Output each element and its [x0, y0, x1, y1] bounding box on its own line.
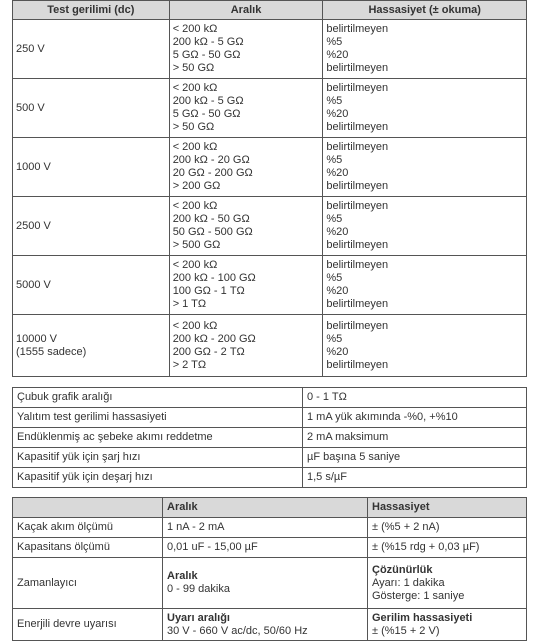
- accuracy-cell: [323, 256, 527, 315]
- range-value: 200 kΩ - 5 GΩ: [172, 36, 244, 48]
- row-range: 0,01 uF - 15,00 µF: [163, 538, 368, 558]
- accuracy-value: belirtilmeyen: [326, 82, 389, 94]
- timer-range-title: Aralık: [167, 570, 198, 582]
- range-cell: [169, 79, 323, 138]
- accuracy-value: %5: [326, 95, 343, 107]
- timer-resolution-cell: [368, 558, 527, 609]
- header-accuracy: Hassasiyet: [368, 498, 527, 518]
- voltage-cell: [13, 256, 170, 315]
- voltage-cell: [13, 138, 170, 197]
- range-value: < 200 kΩ: [172, 82, 218, 94]
- spec-label: Yalıtım test gerilimi hassasiyeti: [13, 408, 303, 428]
- range-value: 200 kΩ - 200 GΩ: [172, 332, 256, 345]
- accuracy-value: belirtilmeyen: [326, 23, 389, 35]
- test-voltage: 2500 V: [16, 219, 51, 232]
- accuracy-value: %5: [326, 332, 343, 345]
- range-value: < 200 kΩ: [172, 200, 218, 212]
- row-label: Kaçak akım ölçümü: [13, 518, 163, 538]
- range-value: 200 kΩ - 100 GΩ: [172, 272, 256, 284]
- table-row: [13, 448, 527, 468]
- timer-resolution-setting: Ayarı: 1 dakika: [372, 576, 445, 589]
- table-row: [13, 428, 527, 448]
- accuracy-value: %20: [326, 49, 349, 61]
- accuracy-value: belirtilmeyen: [326, 259, 389, 271]
- range-value: > 50 GΩ: [172, 62, 215, 74]
- header-range: Aralık: [169, 1, 323, 20]
- range-value: < 200 kΩ: [172, 259, 218, 271]
- header-range: Aralık: [163, 498, 368, 518]
- warning-accuracy-value: ± (%15 + 2 V): [372, 624, 440, 637]
- timer-range-value: 0 - 99 dakika: [167, 583, 230, 595]
- accuracy-value: %20: [326, 345, 349, 358]
- table-row: [13, 408, 527, 428]
- accuracy-value: %20: [326, 285, 349, 297]
- range-value: 100 GΩ - 1 TΩ: [172, 285, 245, 297]
- range-value: > 1 TΩ: [172, 298, 207, 310]
- table-row: [13, 518, 527, 538]
- test-voltage: 1000 V: [16, 160, 51, 173]
- spec-label: Çubuk grafik aralığı: [13, 388, 303, 408]
- accuracy-value: belirtilmeyen: [326, 358, 389, 371]
- range-value: 200 kΩ - 50 GΩ: [172, 213, 250, 225]
- range-value: > 200 GΩ: [172, 180, 221, 192]
- warning-accuracy-title: Gerilim hassasiyeti: [372, 611, 473, 624]
- table-row: [13, 468, 527, 488]
- accuracy-value: %5: [326, 154, 343, 166]
- spec-value: 0 - 1 TΩ: [303, 388, 527, 408]
- table-row: [13, 20, 527, 79]
- range-value: > 2 TΩ: [172, 358, 207, 371]
- range-value: 5 GΩ - 50 GΩ: [172, 49, 241, 61]
- measurement-spec-table: [12, 497, 527, 641]
- timer-row: [13, 558, 527, 609]
- table-row: [13, 138, 527, 197]
- row-accuracy: ± (%15 rdg + 0,03 µF): [368, 538, 527, 558]
- header-accuracy: Hassasiyet (± okuma): [323, 1, 527, 20]
- spec-label: Kapasitif yük için şarj hızı: [13, 448, 303, 468]
- table-header-row: [13, 1, 527, 20]
- table-row: [13, 388, 527, 408]
- range-value: > 500 GΩ: [172, 239, 221, 251]
- spec-value: 2 mA maksimum: [303, 428, 527, 448]
- range-value: 200 kΩ - 20 GΩ: [172, 154, 250, 166]
- warning-label: Enerjili devre uyarısı: [13, 609, 163, 641]
- test-voltage: 250 V: [16, 42, 45, 55]
- range-value: 20 GΩ - 200 GΩ: [172, 167, 253, 179]
- row-range: 1 nA - 2 mA: [163, 518, 368, 538]
- range-value: 200 kΩ - 5 GΩ: [172, 95, 244, 107]
- range-cell: [169, 197, 323, 256]
- range-value: < 200 kΩ: [172, 319, 218, 332]
- accuracy-value: belirtilmeyen: [326, 298, 389, 310]
- accuracy-cell: [323, 138, 527, 197]
- range-value: 5 GΩ - 50 GΩ: [172, 108, 241, 120]
- accuracy-cell: [323, 315, 527, 377]
- accuracy-value: %20: [326, 226, 349, 238]
- spec-table-body: [13, 20, 527, 377]
- range-cell: [169, 256, 323, 315]
- timer-resolution-title: Çözünürlük: [372, 563, 433, 576]
- accuracy-value: %5: [326, 36, 343, 48]
- voltage-cell: [13, 20, 170, 79]
- misc-table-body: [13, 388, 527, 488]
- warning-range-value: 30 V - 660 V ac/dc, 50/60 Hz: [167, 624, 308, 637]
- range-value: < 200 kΩ: [172, 23, 218, 35]
- row-accuracy: ± (%5 + 2 nA): [368, 518, 527, 538]
- row-label: Kapasitans ölçümü: [13, 538, 163, 558]
- accuracy-value: belirtilmeyen: [326, 239, 389, 251]
- spec-value: 1 mA yük akımında -%0, +%10: [303, 408, 527, 428]
- voltage-note: (1555 sadece): [16, 345, 87, 358]
- spec-value: µF başına 5 saniye: [303, 448, 527, 468]
- range-value: 200 GΩ - 2 TΩ: [172, 345, 245, 358]
- table-row: [13, 315, 527, 377]
- accuracy-value: %20: [326, 108, 349, 120]
- voltage-cell: [13, 315, 170, 377]
- accuracy-value: belirtilmeyen: [326, 200, 389, 212]
- voltage-cell: [13, 79, 170, 138]
- accuracy-value: belirtilmeyen: [326, 319, 389, 332]
- misc-spec-table: [12, 387, 527, 488]
- test-voltage: 10000 V: [16, 332, 57, 345]
- warning-range-title: Uyarı aralığı: [167, 611, 230, 624]
- voltage-cell: [13, 197, 170, 256]
- range-value: > 50 GΩ: [172, 121, 215, 133]
- warning-range-cell: [163, 609, 368, 641]
- timer-resolution-display: Gösterge: 1 saniye: [372, 589, 465, 602]
- accuracy-value: belirtilmeyen: [326, 141, 389, 153]
- timer-range-cell: [163, 558, 368, 609]
- warning-accuracy-cell: [368, 609, 527, 641]
- accuracy-value: %5: [326, 213, 343, 225]
- accuracy-cell: [323, 79, 527, 138]
- accuracy-value: %20: [326, 167, 349, 179]
- test-voltage: 5000 V: [16, 278, 51, 291]
- accuracy-value: %5: [326, 272, 343, 284]
- range-value: 50 GΩ - 500 GΩ: [172, 226, 253, 238]
- table-header-row: [13, 498, 527, 518]
- range-value: < 200 kΩ: [172, 141, 218, 153]
- test-voltage: 500 V: [16, 101, 45, 114]
- spec-value: 1,5 s/µF: [303, 468, 527, 488]
- spec-label: Kapasitif yük için deşarj hızı: [13, 468, 303, 488]
- accuracy-cell: [323, 197, 527, 256]
- range-cell: [169, 315, 323, 377]
- spec-label: Endüklenmiş ac şebeke akımı reddetme: [13, 428, 303, 448]
- range-cell: [169, 20, 323, 79]
- accuracy-value: belirtilmeyen: [326, 121, 389, 133]
- accuracy-value: belirtilmeyen: [326, 180, 389, 192]
- table-row: [13, 538, 527, 558]
- timer-label: Zamanlayıcı: [13, 558, 163, 609]
- test-voltage-spec-table: [12, 0, 527, 377]
- accuracy-value: belirtilmeyen: [326, 62, 389, 74]
- table-row: [13, 197, 527, 256]
- accuracy-cell: [323, 20, 527, 79]
- table-row: [13, 256, 527, 315]
- table-row: [13, 79, 527, 138]
- live-circuit-warning-row: [13, 609, 527, 641]
- header-test-voltage: Test gerilimi (dc): [13, 1, 170, 20]
- range-cell: [169, 138, 323, 197]
- header-blank: [13, 498, 163, 518]
